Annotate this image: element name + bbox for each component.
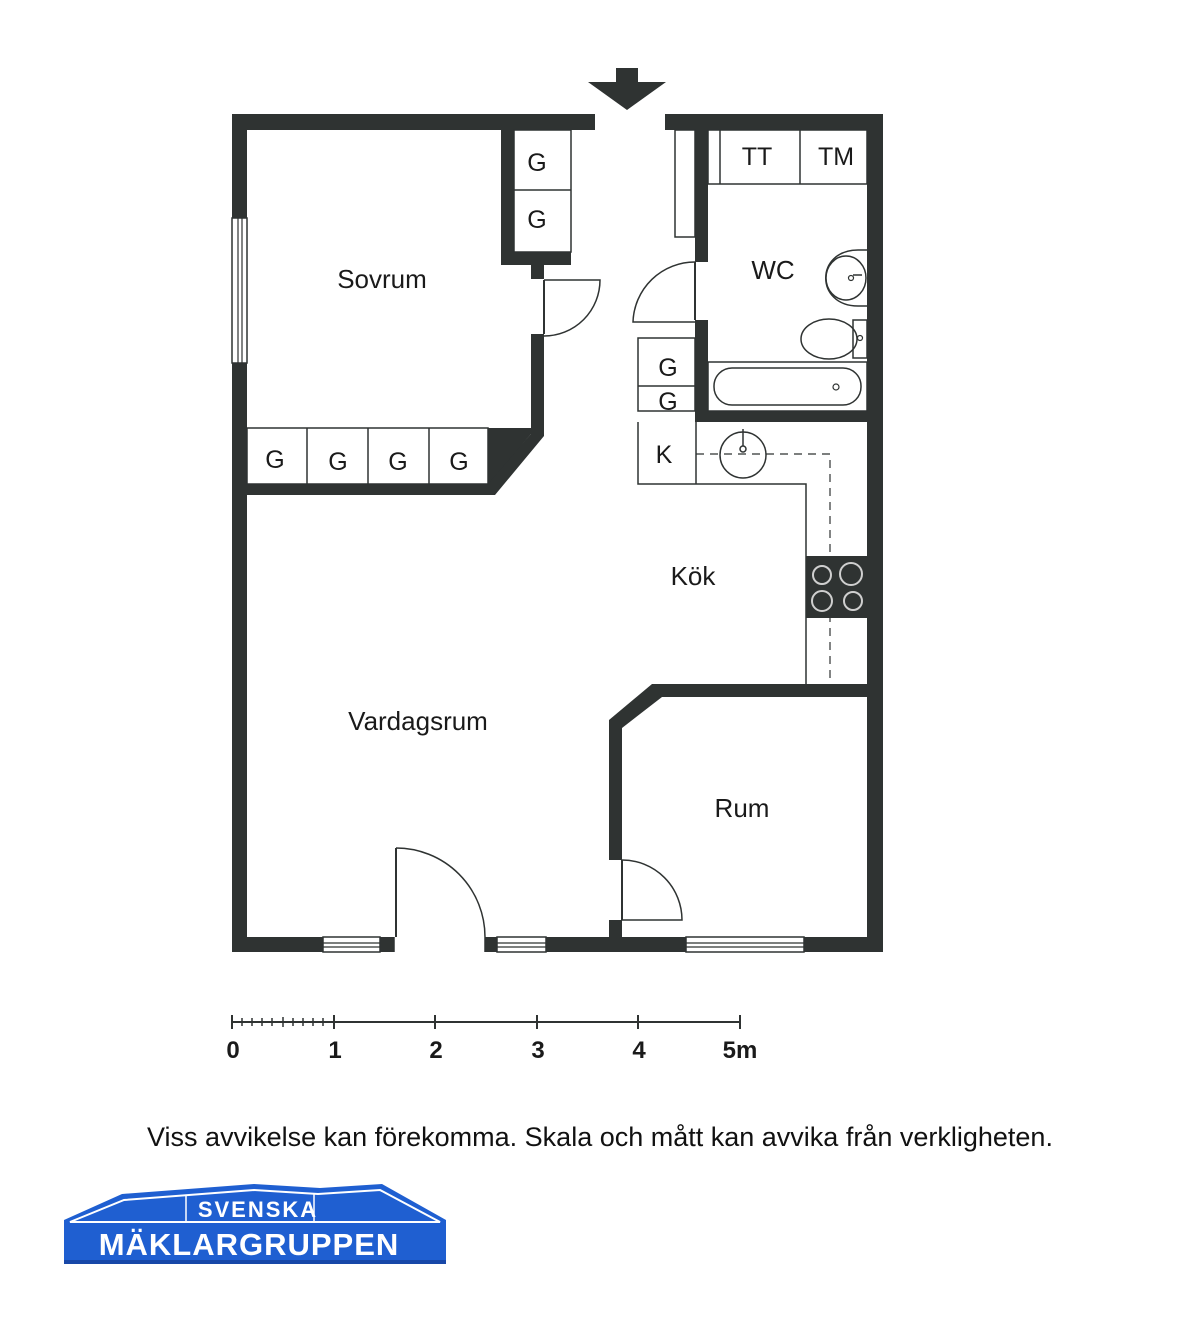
window-vardagsrum-left <box>323 937 380 952</box>
closet-label: G <box>658 354 678 382</box>
stove-icon <box>806 556 867 618</box>
scale-tick-label: 1 <box>328 1037 342 1064</box>
wall-wc-west-lower <box>695 320 708 422</box>
closet-label: G <box>658 388 678 416</box>
closet-label: G <box>527 149 547 177</box>
closet-label: G <box>449 448 469 476</box>
scale-tick-label: 0 <box>226 1037 240 1064</box>
scale-tick-label: 2 <box>429 1037 443 1064</box>
closet-label: G <box>388 448 408 476</box>
wall-wc-south <box>695 411 867 422</box>
wall-sovrum-door-stub <box>531 265 544 279</box>
door-wc <box>633 262 695 322</box>
hall-shelf <box>675 130 695 237</box>
window-vardagsrum-right <box>497 937 546 952</box>
dryer-label: TT <box>741 143 773 171</box>
scale-tick-label: 4 <box>632 1037 646 1064</box>
wc-sink-icon <box>826 250 867 306</box>
room-label-sovrum: Sovrum <box>337 264 427 294</box>
door-balcony <box>394 848 485 954</box>
window-rum <box>686 937 804 952</box>
closet-label: G <box>328 448 348 476</box>
scale-tick-label: 5m <box>722 1037 758 1064</box>
outer-wall-top-right <box>665 114 883 130</box>
room-label-wc: WC <box>751 255 795 285</box>
scale-bar <box>232 1015 740 1029</box>
logo-line1: SVENSKA <box>197 1197 319 1222</box>
entrance-arrow-icon <box>588 68 666 110</box>
outer-wall-top-left <box>232 114 595 130</box>
wall-sovrum-south <box>247 484 492 495</box>
room-label-rum: Rum <box>714 793 770 823</box>
closet-label: G <box>527 206 547 234</box>
washer-label: TM <box>817 143 855 171</box>
room-label-vardagsrum: Vardagsrum <box>348 706 488 736</box>
fridge-label: K <box>655 441 673 469</box>
closet-label: G <box>265 446 285 474</box>
kitchen-counter <box>638 422 867 685</box>
door-rum <box>622 860 682 920</box>
wall-wc-west-upper <box>695 130 708 262</box>
outer-wall-right <box>867 114 883 952</box>
wall-sovrum-closet <box>501 130 514 265</box>
wall-sovrum-closet-bottom <box>501 252 571 265</box>
room-label-kok: Kök <box>670 561 716 591</box>
logo-line2: MÄKLARGRUPPEN <box>98 1227 400 1262</box>
disclaimer-text: Viss avvikelse kan förekomma. Skala och mått kan avvika från verkligheten. <box>147 1122 1053 1152</box>
scale-tick-label: 3 <box>531 1037 545 1064</box>
wall-sovrum-east <box>531 334 544 434</box>
toilet-icon <box>801 319 867 359</box>
window-sovrum <box>232 218 247 363</box>
door-sovrum <box>544 280 600 336</box>
bathtub-icon <box>708 362 867 411</box>
wall-rum <box>609 684 867 860</box>
wall-rum-door-stub <box>609 920 622 937</box>
maklargruppen-logo <box>62 1180 448 1268</box>
